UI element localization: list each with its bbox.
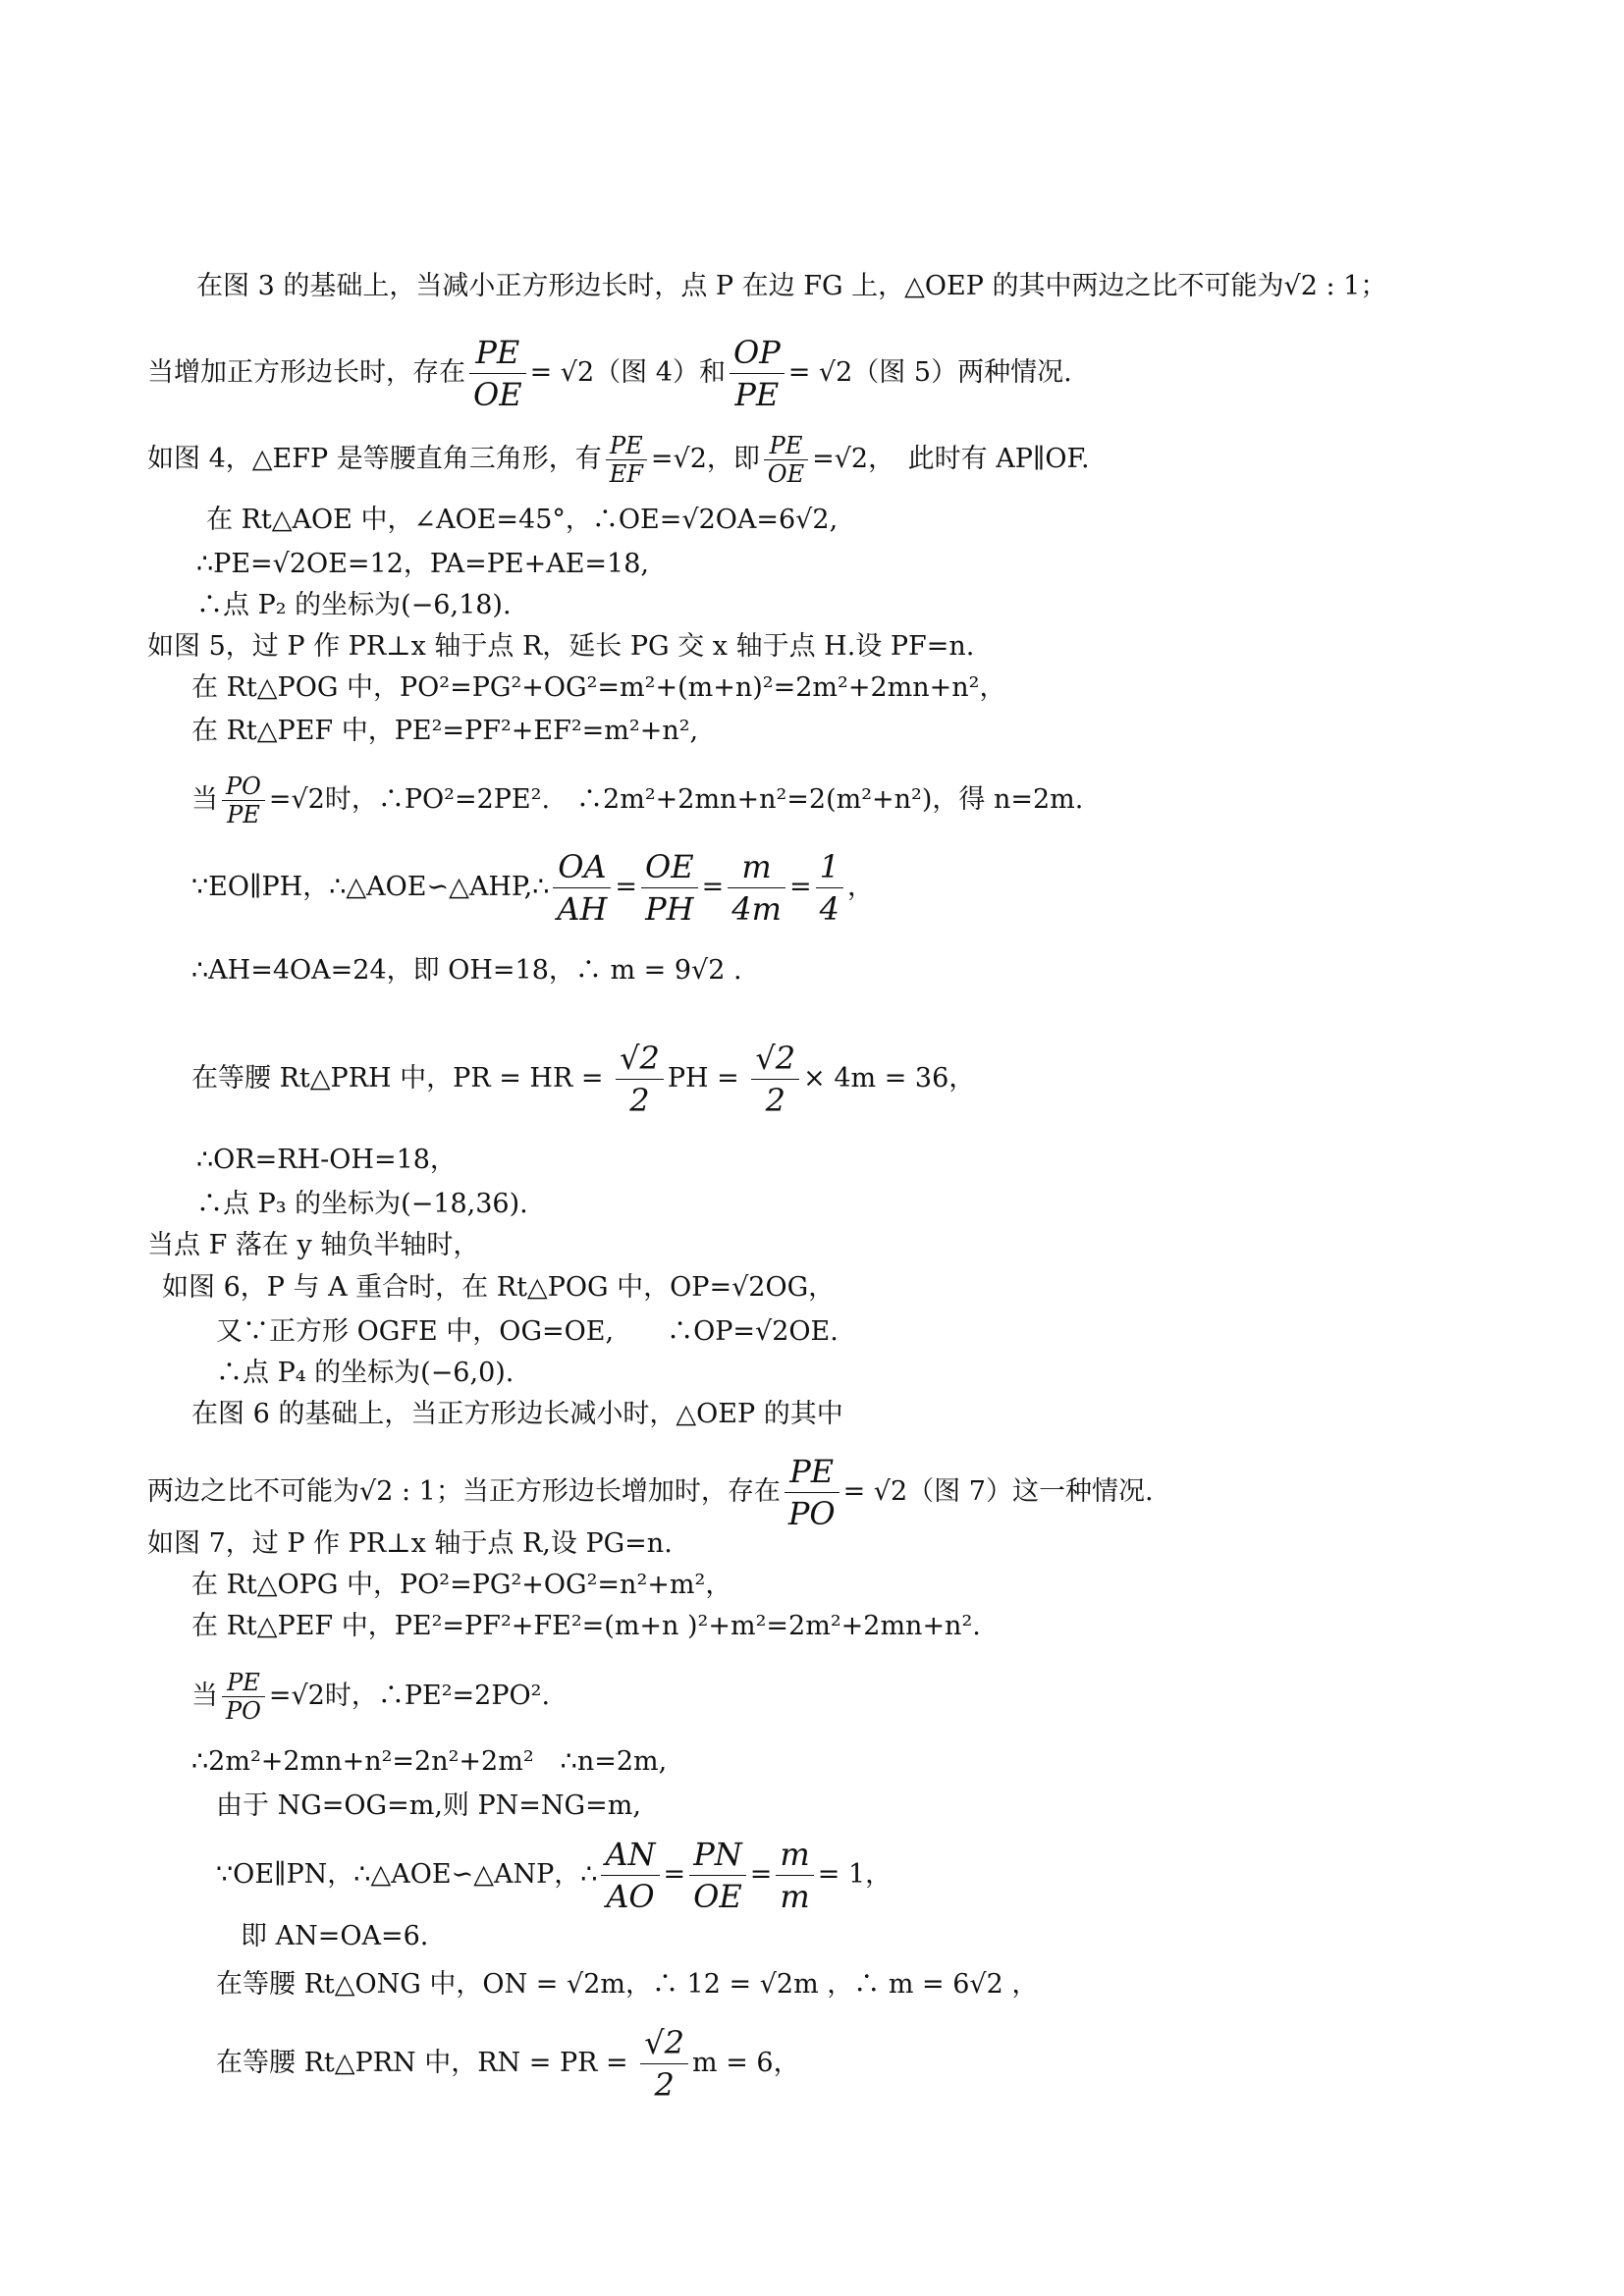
fraction	[222, 1669, 265, 1725]
denominator: PE	[227, 801, 260, 828]
line-text: 在 Rt△PEF 中，PE²=PF²+EF²=m²+n²,	[191, 716, 699, 746]
denominator: OE	[473, 376, 522, 413]
text-line	[196, 270, 1386, 303]
line-text: =	[615, 872, 638, 902]
line-text: =√2时，∴PE²=2PO².	[268, 1681, 551, 1711]
denominator: m	[780, 1878, 810, 1915]
text-line	[147, 1451, 1154, 1534]
denominator: 2	[765, 1082, 785, 1119]
line-text: × 4m = 36，	[803, 1063, 976, 1094]
numerator: OA	[553, 846, 611, 888]
text-line	[206, 504, 838, 537]
line-text: m = 6，	[692, 2048, 800, 2078]
numerator: PE	[469, 332, 526, 374]
numerator: m	[728, 846, 785, 888]
denominator: PO	[226, 1697, 261, 1725]
line-text: 由于 NG=OG=m,则 PN=NG=m,	[216, 1790, 641, 1821]
denominator: PE	[734, 376, 780, 413]
line-text: 当	[191, 1681, 218, 1711]
numerator: PE	[785, 1451, 839, 1493]
line-text: =	[788, 872, 812, 902]
numerator: OE	[641, 846, 698, 888]
line-text: = √2（图 4）和	[529, 357, 726, 388]
text-line	[191, 715, 698, 748]
line-text: ∵OE∥PN，∴△AOE∽△ANP，∴	[216, 1859, 598, 1890]
line-text: 如图 6，P 与 A 重合时，在 Rt△POG 中，OP=√2OG，	[162, 1272, 836, 1303]
text-line	[191, 1610, 981, 1643]
line-text: 在等腰 Rt△PRH 中，PR = HR =	[191, 1063, 613, 1094]
line-text: ∵EO∥PH，∴△AOE∽△AHP,∴	[191, 872, 550, 902]
line-text: 在 Rt△POG 中，PO²=PG²+OG²=m²+(m+n)²=2m²+2mn+n²，	[191, 672, 1006, 703]
text-line	[216, 1357, 514, 1390]
numerator: PN	[689, 1834, 746, 1876]
line-text: 在等腰 Rt△ONG 中，ON = √2m，∴ 12 = √2m ，∴ m = 6√2 ，	[216, 1969, 1039, 2000]
text-line	[191, 1038, 975, 1121]
line-text: =	[749, 1859, 773, 1890]
line-text: 当增加正方形边长时，存在	[147, 357, 465, 388]
text-line	[216, 1834, 892, 1917]
numerator: m	[776, 1834, 813, 1876]
line-text: = 1，	[817, 1859, 893, 1890]
numerator: √2	[751, 1038, 799, 1080]
line-text: =√2， 此时有 AP∥OF.	[812, 444, 1090, 474]
line-text: ∴点 P₃ 的坐标为(−18,36).	[196, 1189, 528, 1219]
line-text: ，	[846, 872, 874, 902]
line-text: 两边之比不可能为√2 : 1；当正方形边长增加时，存在	[147, 1476, 781, 1507]
line-text: 又∵正方形 OGFE 中，OG=OE, ∴OP=√2OE.	[216, 1316, 839, 1347]
fraction	[469, 332, 526, 415]
text-line	[147, 332, 1072, 415]
denominator: AO	[606, 1878, 655, 1915]
numerator: PO	[222, 773, 265, 801]
denominator: PH	[645, 890, 694, 928]
numerator: AN	[601, 1834, 659, 1876]
fraction	[764, 432, 808, 488]
numerator: √2	[640, 2022, 688, 2064]
numerator: √2	[616, 1038, 664, 1080]
text-line	[147, 432, 1090, 488]
line-text: ∴点 P₂ 的坐标为(−6,18).	[196, 590, 512, 620]
denominator: 4m	[731, 890, 782, 928]
line-text: ∴OR=RH-OH=18，	[196, 1145, 457, 1175]
line-text: 如图 4，△EFP 是等腰直角三角形，有	[147, 444, 602, 474]
fraction	[641, 846, 698, 930]
line-text: 当点 F 落在 y 轴负半轴时，	[147, 1230, 480, 1260]
line-text: 在 Rt△AOE 中，∠AOE=45°，∴OE=√2OA=6√2,	[206, 505, 839, 535]
fraction	[816, 846, 843, 930]
text-line	[147, 1229, 479, 1262]
text-line	[196, 589, 512, 622]
text-line	[196, 1144, 457, 1177]
fraction	[730, 332, 785, 415]
text-line	[147, 1527, 673, 1561]
text-line	[196, 1188, 528, 1221]
fraction	[689, 1834, 746, 1917]
text-line	[191, 1669, 550, 1725]
line-text: 如图 5，过 P 作 PR⊥x 轴于点 R，延长 PG 交 x 轴于点 H.设 PF=n.	[147, 631, 975, 662]
numerator: OP	[730, 332, 785, 374]
text-line	[241, 1920, 428, 1953]
text-line	[196, 548, 649, 581]
line-text: 在等腰 Rt△PRN 中，RN = PR =	[216, 2048, 637, 2078]
text-line	[216, 1789, 641, 1823]
numerator: 1	[816, 846, 843, 888]
denominator: 2	[654, 2066, 675, 2104]
numerator: PE	[764, 432, 808, 460]
fraction	[601, 1834, 659, 1917]
line-text: = √2（图 5）两种情况.	[787, 357, 1072, 388]
line-text: 即 AN=OA=6.	[241, 1921, 429, 1951]
line-text: ∴PE=√2OE=12，PA=PE+AE=18,	[196, 549, 649, 579]
text-line	[191, 954, 742, 988]
fraction	[640, 2022, 688, 2106]
denominator: PO	[787, 1495, 836, 1532]
line-text: =	[701, 872, 725, 902]
line-text: =√2，即	[650, 444, 760, 474]
fraction	[751, 1038, 799, 1121]
denominator: AH	[557, 890, 608, 928]
fraction	[606, 432, 647, 488]
numerator: PE	[606, 432, 647, 460]
fraction	[728, 846, 785, 930]
text-line	[191, 1745, 667, 1779]
denominator: OE	[693, 1878, 742, 1915]
text-line	[191, 671, 1005, 705]
text-line	[216, 1968, 1038, 2002]
text-line	[191, 773, 1083, 828]
text-line	[191, 846, 874, 930]
text-line	[216, 1315, 839, 1349]
text-line	[147, 630, 974, 664]
denominator: EF	[609, 460, 643, 488]
text-line	[191, 1569, 731, 1602]
fraction	[785, 1451, 839, 1534]
denominator: 4	[819, 890, 839, 928]
text-line	[162, 1271, 835, 1305]
line-text: PH =	[667, 1063, 748, 1094]
line-text: ∴2m²+2mn+n²=2n²+2m² ∴n=2m,	[191, 1746, 668, 1777]
text-line	[191, 1398, 843, 1431]
line-text: 如图 7，过 P 作 PR⊥x 轴于点 R,设 PG=n.	[147, 1528, 673, 1559]
line-text: = √2（图 7）这一种情况.	[842, 1476, 1154, 1507]
line-text: ∴AH=4OA=24，即 OH=18，∴ m = 9√2 .	[191, 955, 742, 986]
line-text: =√2时，∴PO²=2PE². ∴2m²+2mn+n²=2(m²+n²)，得 n=2m.	[268, 784, 1084, 815]
denominator: OE	[767, 460, 805, 488]
fraction	[776, 1834, 813, 1917]
line-text: 在图 6 的基础上，当正方形边长减小时，△OEP 的其中	[191, 1399, 843, 1429]
line-text: 在 Rt△PEF 中，PE²=PF²+FE²=(m+n )²+m²=2m²+2mn+n².	[191, 1611, 981, 1641]
line-text: 在 Rt△OPG 中，PO²=PG²+OG²=n²+m²，	[191, 1570, 732, 1600]
line-text: ∴点 P₄ 的坐标为(−6,0).	[216, 1358, 514, 1388]
line-text: 在图 3 的基础上，当减小正方形边长时，点 P 在边 FG 上，△OEP 的其中两边之比不可能为√2 : 1；	[196, 271, 1387, 301]
denominator: 2	[629, 1082, 650, 1119]
fraction	[616, 1038, 664, 1121]
line-text: 当	[191, 784, 218, 815]
fraction	[222, 773, 265, 828]
fraction	[553, 846, 611, 930]
numerator: PE	[222, 1669, 265, 1697]
line-text: =	[663, 1859, 686, 1890]
text-line	[216, 2022, 800, 2106]
